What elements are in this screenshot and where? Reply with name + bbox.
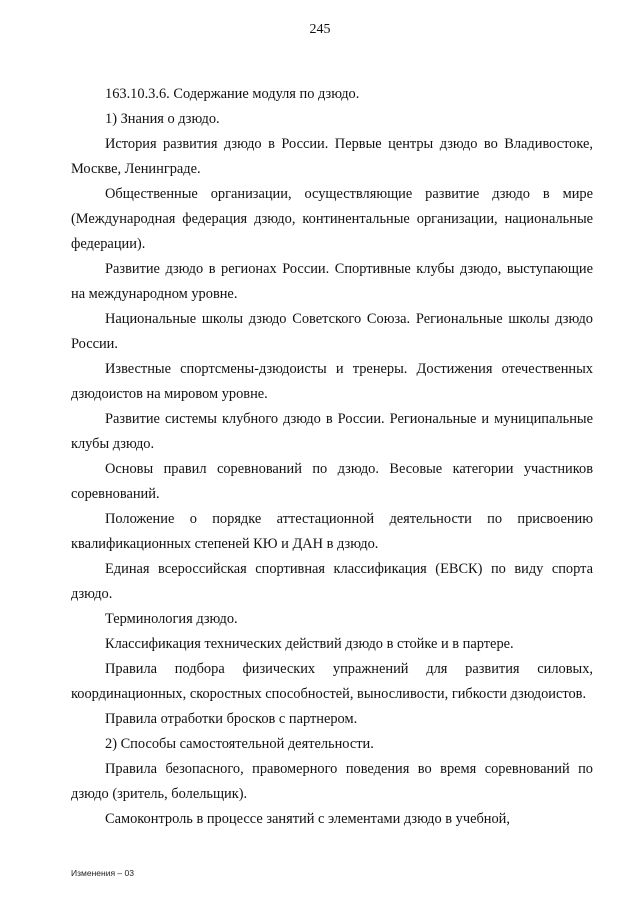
paragraph: Правила отработки бросков с партнером. (105, 711, 358, 727)
paragraph: Терминология дзюдо. (105, 611, 238, 627)
paragraph: Национальные школы дзюдо Советского Союза. Региональные школы дзюдо России. (71, 311, 593, 352)
paragraph: Правила подбора физических упражнений для развития силовых, координационных, скоростных способностей, выносливости, гибкости дзюдоистов. (71, 661, 593, 702)
paragraph: 1) Знания о дзюдо. (105, 111, 220, 127)
paragraph: Классификация технических действий дзюдо в стойке и в партере. (105, 636, 514, 652)
document-body (71, 82, 593, 832)
paragraph: Общественные организации, осуществляющие развитие дзюдо в мире (Международная федерация дзюдо, континентальные организации, национальные федерации). (71, 186, 593, 252)
paragraph: Основы правил соревнований по дзюдо. Весовые категории участников соревнований. (71, 461, 593, 502)
section-heading: 163.10.3.6. Содержание модуля по дзюдо. (105, 86, 360, 102)
page-number: 245 (309, 22, 331, 37)
footer-revision-note: Изменения – 03 (71, 868, 134, 878)
paragraph: История развития дзюдо в России. Первые центры дзюдо во Владивостоке, Москве, Ленинграде. (71, 136, 593, 177)
paragraph: Развитие системы клубного дзюдо в России. Региональные и муниципальные клубы дзюдо. (71, 411, 593, 452)
paragraph: Развитие дзюдо в регионах России. Спортивные клубы дзюдо, выступающие на международном уровне. (71, 261, 593, 302)
paragraph: Единая всероссийская спортивная классификация (ЕВСК) по виду спорта дзюдо. (71, 561, 593, 602)
paragraph: Правила безопасного, правомерного поведения во время соревнований по дзюдо (зритель, болельщик). (71, 761, 593, 802)
paragraph: 2) Способы самостоятельной деятельности. (105, 736, 374, 752)
paragraph: Самоконтроль в процессе занятий с элементами дзюдо в учебной, (105, 811, 510, 827)
paragraph: Известные спортсмены-дзюдоисты и тренеры. Достижения отечественных дзюдоистов на мировом уровне. (71, 361, 593, 402)
paragraph: Положение о порядке аттестационной деятельности по присвоению квалификационных степеней КЮ и ДАН в дзюдо. (71, 511, 593, 552)
